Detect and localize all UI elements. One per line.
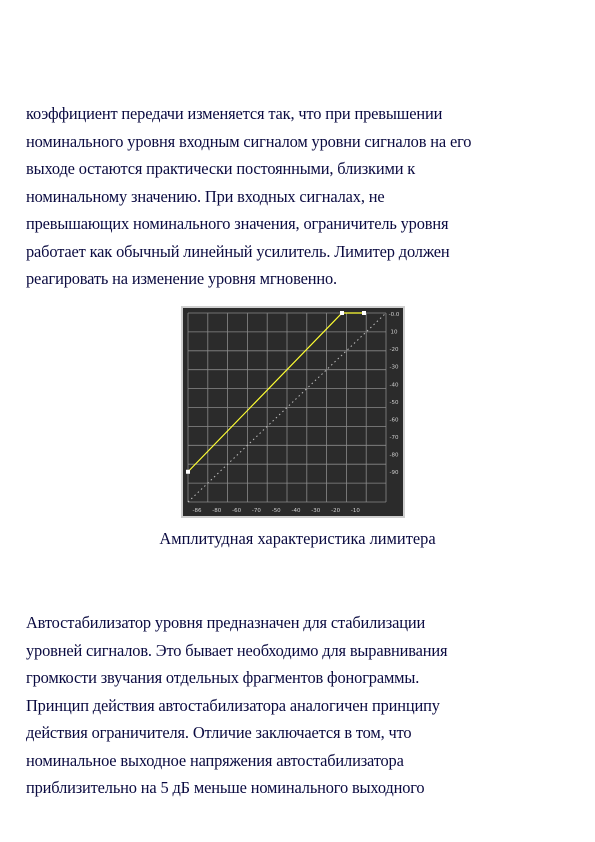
y-tick-label: -0.0 [388, 312, 400, 318]
y-tick-label: -60 [389, 417, 399, 424]
chart-background [183, 308, 403, 516]
text-line: реагировать на изменение уровня мгновенно. [26, 269, 337, 288]
text-line: коэффициент передачи изменяется так, что при превышении [26, 104, 443, 123]
text-line: Принцип действия автостабилизатора аналогичен принципу [26, 695, 440, 715]
x-tick-label: -60 [232, 508, 242, 514]
limiter-amplitude-chart [181, 306, 405, 518]
y-tick-label: -50 [389, 399, 399, 406]
text-line: Автостабилизатор уровня предназначен для стабилизации [26, 613, 426, 632]
x-tick-label: -20 [331, 508, 341, 514]
text-line: работает как обычный линейный усилитель. Лимитер должен [26, 241, 450, 261]
x-tick-label: -70 [251, 508, 261, 514]
text-line: номинальное выходное напряжения автостабилизатора [26, 750, 404, 770]
figure-caption: Амплитудная характеристика лимитера [159, 529, 436, 548]
x-tick-label: -50 [271, 508, 281, 514]
text-line: выходе остаются практически постоянными, близкими к [26, 159, 416, 178]
text-line: уровней сигналов. Это бывает необходимо для выравнивания [26, 640, 448, 660]
text-line: превышающих номинального значения, ограничитель уровня [26, 214, 449, 233]
text-line: громкости звучания отдельных фрагментов фонограммы. [26, 668, 420, 687]
curve-control-point [186, 470, 190, 474]
text-line: приблизительно на 5 дБ меньше номинального выходного [26, 778, 425, 797]
x-tick-label: -10 [350, 508, 360, 514]
text-line: действия ограничителя. Отличие заключается в том, что [26, 723, 412, 742]
y-tick-label: -70 [389, 435, 399, 442]
x-axis-ticks [193, 508, 361, 514]
x-tick-label: -80 [212, 508, 222, 514]
text-line: номинальному значению. При входных сигналах, не [26, 186, 385, 206]
y-tick-label: -30 [389, 364, 399, 371]
curve-control-point [340, 311, 344, 315]
x-tick-label: -40 [291, 508, 301, 514]
y-tick-label: -80 [389, 452, 399, 459]
y-tick-label: -20 [389, 347, 399, 354]
x-tick-label: -30 [311, 508, 321, 514]
y-tick-label: 10 [390, 329, 398, 336]
y-tick-label: -90 [389, 470, 399, 477]
y-tick-label: -40 [389, 382, 399, 389]
x-tick-label: -86 [192, 508, 202, 514]
text-line: номинального уровня входным сигналом уровни сигналов на его [26, 131, 472, 151]
curve-control-point [362, 311, 366, 315]
paragraph-autostabilizer [26, 609, 571, 802]
paragraph-limiter-description [26, 100, 571, 293]
